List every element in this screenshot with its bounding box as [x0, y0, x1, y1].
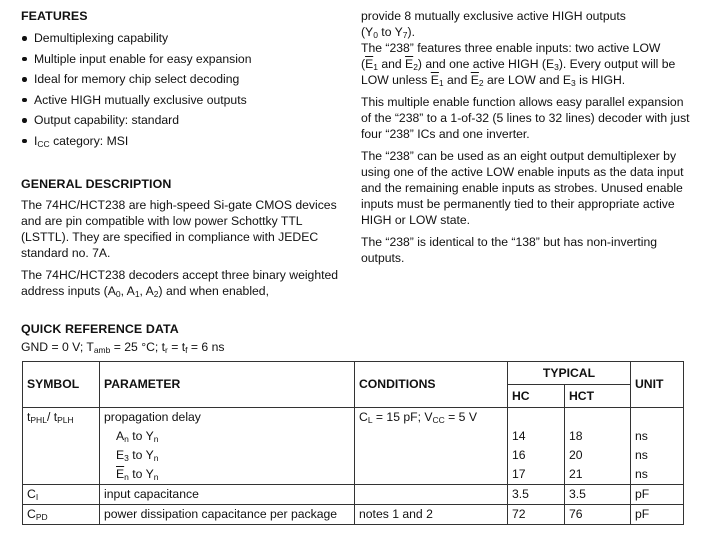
bullet-icon	[22, 118, 27, 123]
header-hc: HC	[508, 385, 565, 408]
unit-cell: pF	[631, 485, 684, 505]
bullet-icon	[22, 77, 27, 82]
quick-reference-table	[22, 361, 684, 525]
hct-cell: 18 20 21	[565, 408, 631, 485]
header-parameter: PARAMETER	[100, 362, 355, 408]
quick-reference-heading: QUICK REFERENCE DATA	[21, 322, 179, 336]
conditions-cell	[355, 485, 508, 505]
symbol-cell: $t_{PHL}/$ $t_{PLH}$	[23, 408, 100, 485]
hct-cell: 3.5	[565, 485, 631, 505]
parameter-cell: propagation delay $A_n$ to $Y_n$ $E_3$ to $Y_n$ $\overline{E}_n$ to $Y_n$	[100, 408, 355, 485]
header-symbol: SYMBOL	[23, 362, 100, 408]
right-p2: The “238” features three enable inputs: two active LOW ($\overline{E}_1$ and $\overline{E}_2$) and one active HIGH $(E_3)$. Every output will be LOW unless $\overline{E}_1$ and $\overline{E}_2$ are LOW and $E_3$ is HIGH.	[361, 41, 676, 88]
features-list	[21, 30, 349, 153]
general-description-p2: The 74HC/HCT238 decoders accept three binary weighted address inputs ($A_0$, $A_1$, $A_2$) and when enabled,	[21, 268, 339, 299]
table-row	[23, 485, 684, 505]
parameter-cell: input capacitance	[100, 485, 355, 505]
table-row	[23, 505, 684, 525]
bullet-icon	[22, 36, 27, 41]
bullet-icon	[22, 57, 27, 62]
right-p4: The “238” can be used as an eight output demultiplexer by using one of the active LOW enable inputs as the data input and the remaining enable inputs as strobes. Unused enable inputs must be permanently tied to their appropriate active HIGH or LOW state.	[361, 149, 684, 227]
general-description-p1: The 74HC/HCT238 are high-speed Si-gate CMOS devices and are pin compatible with low power Schottky TTL (LSTTL). They are specified in compliance with JEDEC standard no. 7A.	[21, 198, 337, 260]
table-header-row	[23, 362, 684, 385]
table-row	[23, 408, 684, 485]
conditions-cell: $C_L = 15$ pF; $V_{CC} = 5$ V	[355, 408, 508, 485]
left-column	[21, 8, 349, 299]
unit-cell: pF	[631, 505, 684, 525]
quick-reference-section	[21, 321, 224, 355]
list-item: Multiple input enable for easy expansion	[21, 51, 349, 72]
parameter-cell: power dissipation capacitance per package	[100, 505, 355, 525]
bullet-icon	[22, 139, 27, 144]
symbol-cell: $C_{PD}$	[23, 505, 100, 525]
right-p3: This multiple enable function allows easy parallel expansion of the “238” to a 1-of-32 (5 lines to 32 lines) decoder with just four “238” ICs and one inverter.	[361, 95, 690, 141]
list-item: Ideal for memory chip select decoding	[21, 71, 349, 92]
conditions-cell: notes 1 and 2	[355, 505, 508, 525]
general-description-heading: GENERAL DESCRIPTION	[21, 177, 172, 191]
hc-cell: 72	[508, 505, 565, 525]
quick-reference-conditions: GND = 0 V; $T_{amb} = 25$ °C; $t_r = t_f = 6$ ns	[21, 340, 225, 355]
list-item: $I_{CC}$ category: MSI	[21, 133, 349, 154]
header-conditions: CONDITIONS	[355, 362, 508, 408]
list-item: Active HIGH mutually exclusive outputs	[21, 92, 349, 113]
symbol-cell: $C_I$	[23, 485, 100, 505]
right-column	[361, 8, 691, 266]
header-unit: UNIT	[631, 362, 684, 408]
right-p1: provide 8 mutually exclusive active HIGH outputs ($Y_0$ to $Y_7$).	[361, 9, 626, 40]
header-hct: HCT	[565, 385, 631, 408]
hc-cell: 14 16 17	[508, 408, 565, 485]
header-typical: TYPICAL	[508, 362, 631, 385]
hc-cell: 3.5	[508, 485, 565, 505]
list-item: Demultiplexing capability	[21, 30, 349, 51]
bullet-icon	[22, 98, 27, 103]
right-p5: The “238” is identical to the “138” but has non-inverting outputs.	[361, 235, 658, 265]
features-heading: FEATURES	[21, 9, 88, 23]
list-item: Output capability: standard	[21, 112, 349, 133]
hct-cell: 76	[565, 505, 631, 525]
unit-cell: ns ns ns	[631, 408, 684, 485]
